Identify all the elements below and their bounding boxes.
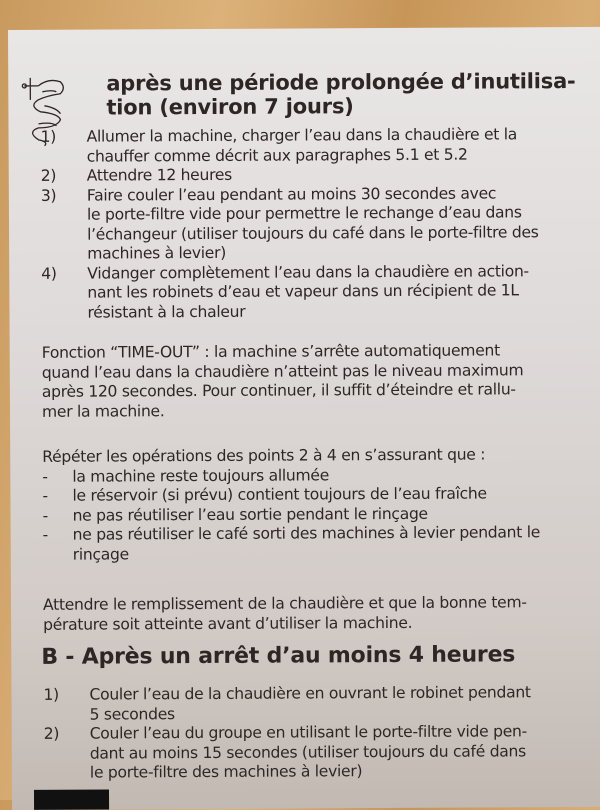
title-line: tion (environ 7 jours) — [106, 94, 354, 120]
paragraph-line: après 120 secondes. Pour continuer, il suffit d’éteindre et rallu- — [41, 380, 516, 401]
wait-paragraph — [43, 593, 591, 635]
step-number: 2) — [40, 166, 57, 185]
step-b1 — [43, 683, 591, 725]
bullet-text: ne pas réutiliser le café sorti des machines à levier pendant le — [72, 523, 541, 544]
step-text: Allumer la machine, charger l’eau dans la chaudière et la — [86, 125, 518, 146]
paragraph-line: Attendre le remplissement de la chaudière et que la bonne tem- — [42, 593, 527, 614]
section-a-title — [106, 69, 576, 119]
paragraph-line: mer la machine. — [41, 401, 165, 421]
bullet-text: le réservoir (si prévu) contient toujours de l’eau fraîche — [72, 484, 487, 505]
step-text: nant les robinets d’eau et vapeur dans un récipient de 1L — [87, 281, 519, 302]
paragraph-line: Fonction “TIME-OUT” : la machine s’arrête automatiquement — [41, 341, 500, 362]
step-number: 4) — [41, 264, 57, 283]
step-b2 — [44, 722, 592, 783]
step-text: Vidanger complètement l’eau dans la chaudière en action- — [87, 261, 529, 283]
step-number: 1) — [43, 685, 59, 704]
section-a-steps — [41, 125, 590, 323]
bullet-dash: - — [42, 525, 49, 544]
step-1 — [41, 125, 589, 167]
step-text: l’échangeur (utiliser toujours du café dans le porte-filtre des — [87, 222, 539, 244]
bullet-dash: - — [42, 486, 48, 505]
instruction-sheet — [8, 27, 600, 810]
step-number: 2) — [43, 724, 60, 743]
repeat-paragraph — [42, 445, 591, 565]
step-text: 5 secondes — [89, 704, 175, 724]
step-text: dant au moins 15 secondes (utiliser toujours du café dans — [89, 741, 526, 763]
bullet-dash: - — [42, 467, 48, 486]
step-text: le porte-filtre des machines à levier) — [89, 762, 363, 782]
step-text: le porte-filtre vide pour permettre le rechange d’eau dans — [86, 203, 522, 224]
step-text: Couler l’eau du groupe en utilisant le porte-filtre vide pen- — [89, 722, 527, 743]
step-3 — [41, 183, 589, 264]
bullet — [43, 523, 591, 565]
section-b-title: B - Après un arrêt d’au moins 4 heures — [41, 642, 516, 670]
step-text: machines à levier) — [87, 243, 227, 263]
step-text: chauffer comme décrit aux paragraphes 5.1 et 5.2 — [86, 145, 468, 166]
step-text: Attendre 12 heures — [86, 165, 232, 185]
bullet-text: ne pas réutiliser l’eau sortie pendant le rinçage — [72, 504, 428, 525]
paragraph-line: quand l’eau dans la chaudière n’atteint pas le niveau maximum — [41, 360, 524, 382]
step-text: Couler l’eau de la chaudière en ouvrant le robinet pendant — [89, 683, 531, 704]
step-text: résistant à la chaleur — [87, 302, 246, 322]
step-number: 1) — [40, 127, 57, 146]
bullet-text: la machine reste toujours allumée — [72, 465, 330, 486]
title-line: après une période prolongée d’inutilisa- — [106, 69, 576, 96]
paragraph-line: pérature soit atteinte avant d’utiliser la machine. — [43, 613, 413, 634]
bullet-dash: - — [42, 506, 48, 525]
bullet-text: rinçage — [72, 544, 129, 564]
repeat-intro: Répéter les opérations des points 2 à 4 en s’assurant que : — [42, 445, 486, 466]
step-number: 3) — [40, 186, 57, 205]
section-b-steps — [43, 683, 592, 783]
step-4 — [41, 261, 589, 322]
timeout-paragraph — [42, 341, 590, 422]
step-text: Faire couler l’eau pendant au moins 30 secondes avec — [86, 183, 497, 205]
